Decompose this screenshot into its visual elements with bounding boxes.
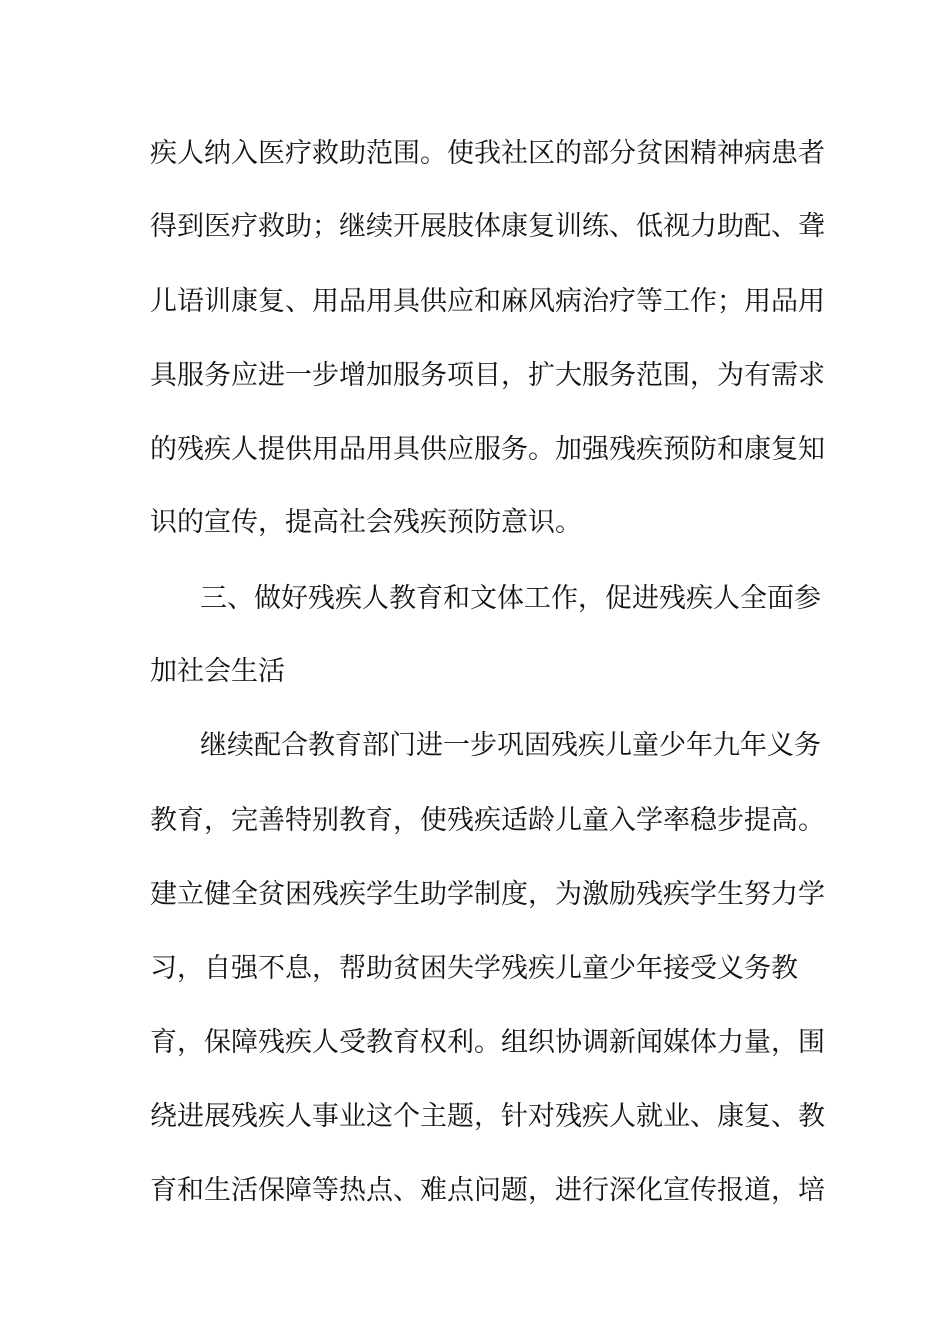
section-heading-line-1: 三、做好残疾人教育和文体工作，促进残疾人全面参 xyxy=(200,583,821,614)
text-line-5: 的残疾人提供用品用具供应服务。加强残疾预防和康复知 xyxy=(150,434,825,465)
text-line-15: 育和生活保障等热点、难点问题，进行深化宣传报道，培 xyxy=(150,1175,825,1206)
section-heading-line-2: 加社会生活 xyxy=(150,656,285,687)
text-line-14: 绕进展残疾人事业这个主题，针对残疾人就业、康复、教 xyxy=(150,1101,825,1132)
text-line-9: 继续配合教育部门进一步巩固残疾儿童少年九年义务 xyxy=(200,730,821,761)
text-line-10: 教育，完善特别教育，使残疾适龄儿童入学率稳步提高。 xyxy=(150,805,825,836)
text-line-1: 疾人纳入医疗救助范围。使我社区的部分贫困精神病患者 xyxy=(150,138,825,169)
text-line-6: 识的宣传，提高社会残疾预防意识。 xyxy=(150,507,582,538)
text-line-3: 儿语训康复、用品用具供应和麻风病治疗等工作；用品用 xyxy=(150,286,825,317)
text-line-13: 育，保障残疾人受教育权利。组织协调新闻媒体力量，围 xyxy=(150,1027,825,1058)
text-line-11: 建立健全贫困残疾学生助学制度，为激励残疾学生努力学 xyxy=(150,879,825,910)
text-line-4: 具服务应进一步增加服务项目，扩大服务范围，为有需求 xyxy=(150,360,825,391)
text-line-2: 得到医疗救助；继续开展肢体康复训练、低视力助配、聋 xyxy=(150,211,825,242)
text-line-12: 习，自强不息，帮助贫困失学残疾儿童少年接受义务教 xyxy=(150,953,798,984)
